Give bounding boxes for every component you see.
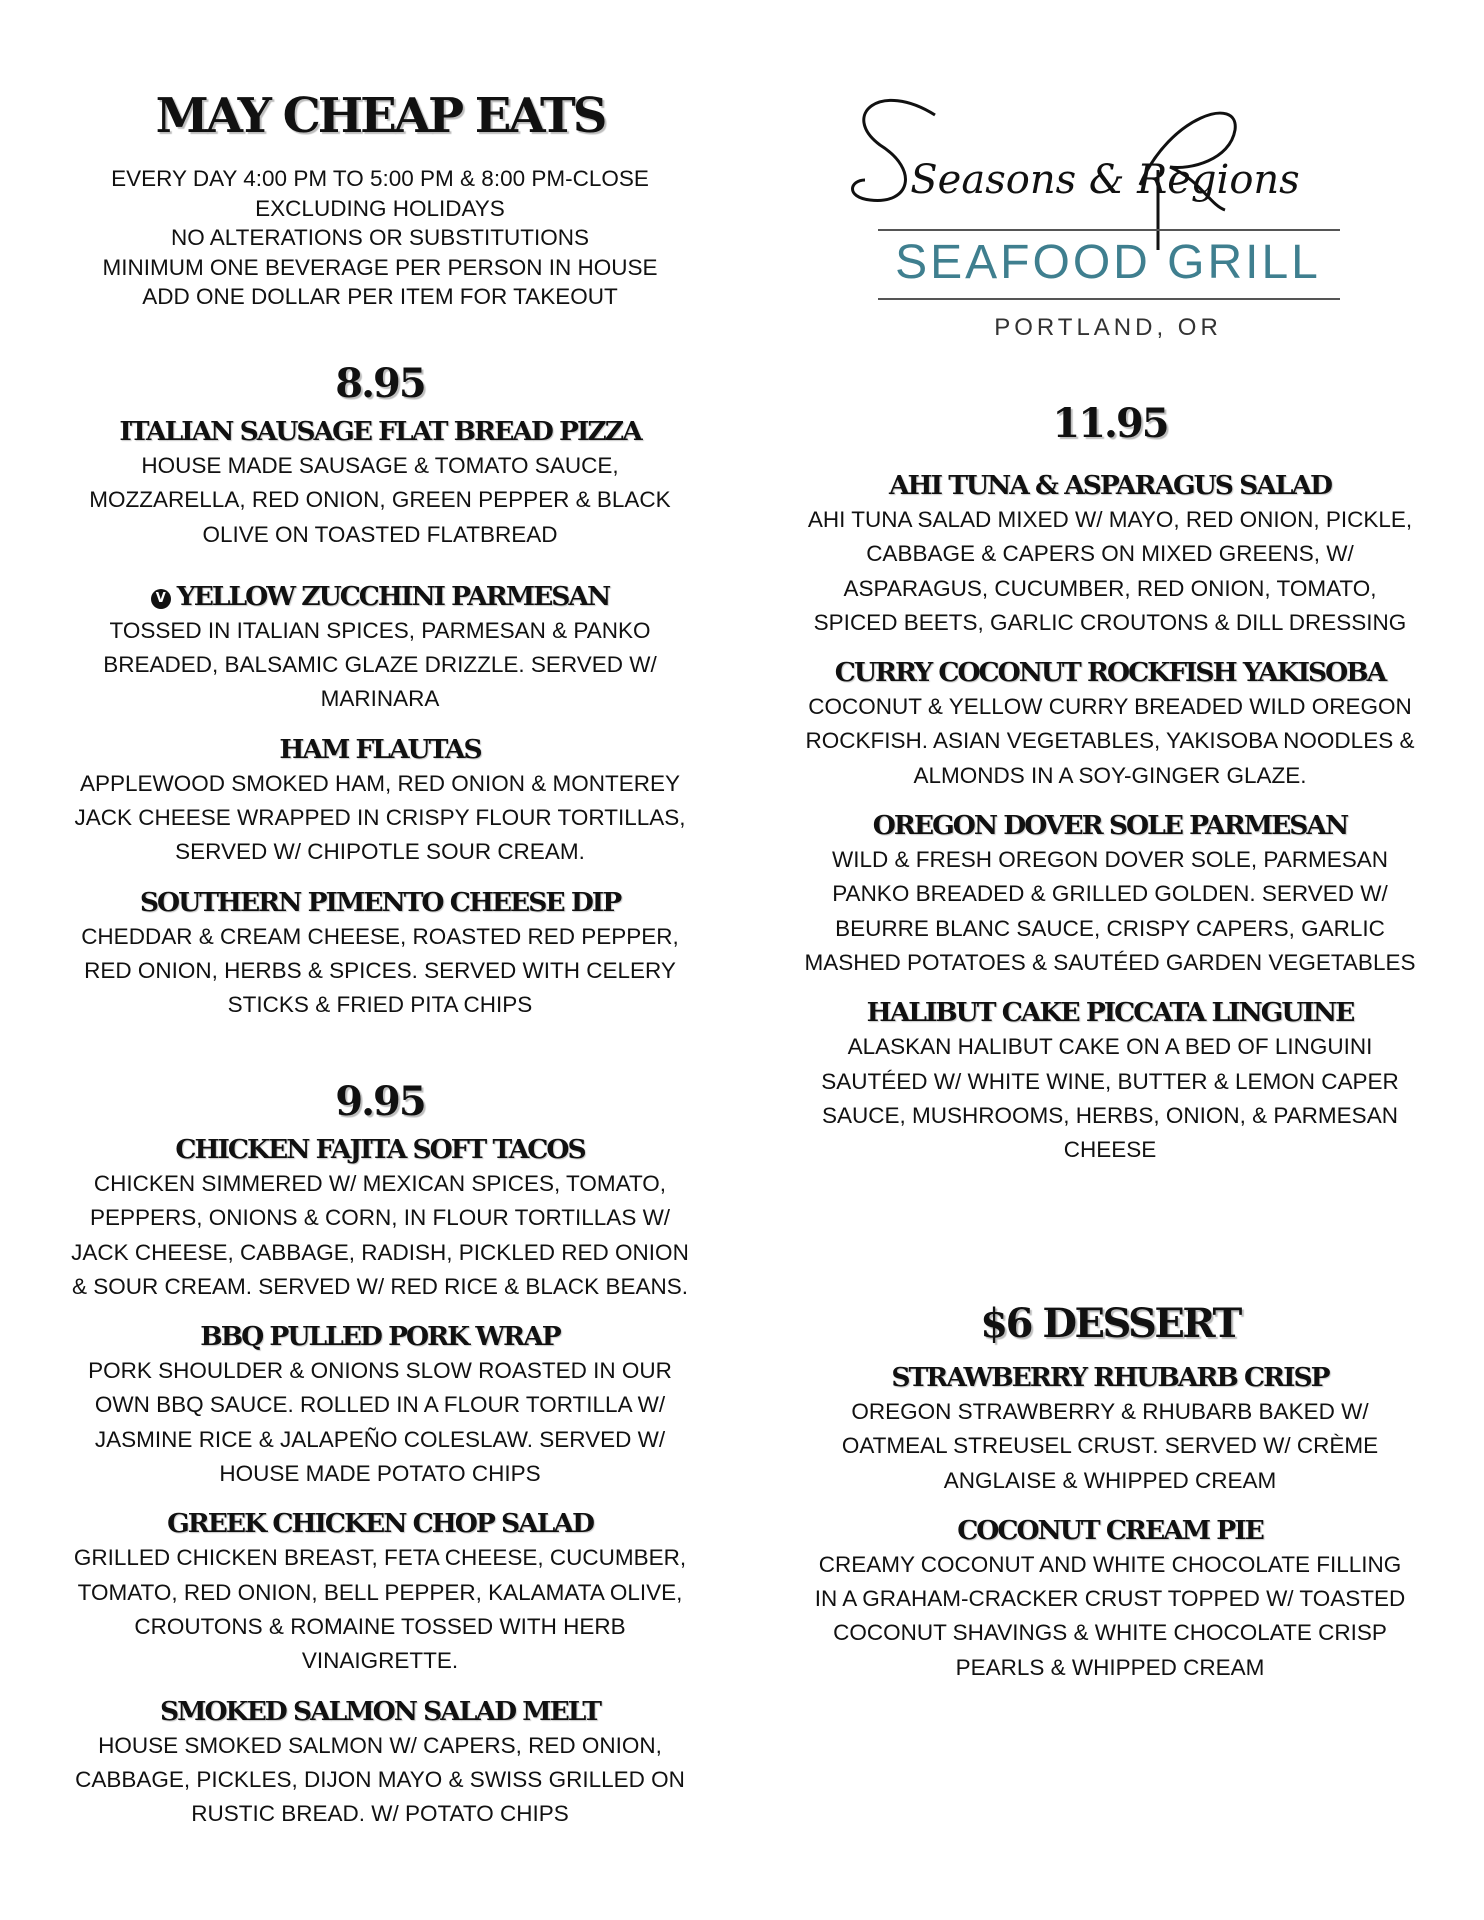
item-desc: ALASKAN HALIBUT CAKE ON A BED OF LINGUINI SAUTÉED W/ WHITE WINE, BUTTER & LEMON CAPER SAUCE, MUSHROOMS, HERBS, ONION, & PARMESAN CHEESE: [821, 1034, 1399, 1163]
logo-script-text: Seasons & Regions: [910, 157, 1300, 203]
item-title: SMOKED SALMON SALAD MELT: [159, 1695, 600, 1727]
rule-line: ADD ONE DOLLAR PER ITEM FOR TAKEOUT: [142, 284, 618, 309]
menu-item: [60, 580, 700, 717]
item-title: OREGON DOVER SOLE PARMESAN: [872, 810, 1348, 842]
menu-item: [780, 1361, 1440, 1498]
menu-item: [780, 656, 1440, 793]
menu-item: [60, 1133, 700, 1304]
section-price: $6 DESSERT: [980, 1300, 1240, 1347]
item-title: COCONUT CREAM PIE: [957, 1514, 1263, 1546]
item-desc: CREAMY COCONUT AND WHITE CHOCOLATE FILLING IN A GRAHAM-CRACKER CRUST TOPPED W/ TOASTED COCONUT SHAVINGS & WHITE CHOCOLATE CRISP PEARLS & WHIPPED CREAM: [814, 1551, 1406, 1680]
section-9-95: [60, 1078, 700, 1831]
rule-line: EVERY DAY 4:00 PM TO 5:00 PM & 8:00 PM-CLOSE: [111, 166, 649, 191]
section-8-95: [60, 360, 700, 1023]
item-desc: PORK SHOULDER & ONIONS SLOW ROASTED IN OUR OWN BBQ SAUCE. ROLLED IN A FLOUR TORTILLA W/ JASMINE RICE & JALAPEÑO COLESLAW. SERVED W/ HOUSE MADE POTATO CHIPS: [88, 1358, 672, 1487]
menu-item: [60, 733, 700, 870]
section-11-95: [780, 400, 1440, 1167]
menu-item: [60, 1695, 700, 1832]
item-desc: APPLEWOOD SMOKED HAM, RED ONION & MONTEREY JACK CHEESE WRAPPED IN CRISPY FLOUR TORTILLAS, SERVED W/ CHIPOTLE SOUR CREAM.: [74, 770, 686, 865]
section-price: 9.95: [335, 1078, 425, 1125]
item-title: HAM FLAUTAS: [279, 733, 481, 765]
menu-item: [780, 469, 1440, 640]
menu-item: [60, 1320, 700, 1491]
restaurant-logo: [840, 75, 1360, 345]
page-title: MAY CHEAP EATS: [155, 88, 605, 144]
menu-item: [780, 996, 1440, 1167]
item-title: AHI TUNA & ASPARAGUS SALAD: [888, 470, 1332, 501]
item-title: ITALIAN SAUSAGE FLAT BREAD PIZZA: [119, 416, 641, 447]
item-title: CHICKEN FAJITA SOFT TACOS: [175, 1134, 585, 1165]
item-desc: GRILLED CHICKEN BREAST, FETA CHEESE, CUCUMBER, TOMATO, RED ONION, BELL PEPPER, KALAMATA OLIVE, CROUTONS & ROMAINE TOSSED WITH HERB VINAIGRETTE.: [73, 1545, 687, 1674]
logo-brand-text: SEAFOOD GRILL: [895, 236, 1321, 289]
rule-line: NO ALTERATIONS OR SUBSTITUTIONS: [171, 225, 589, 250]
item-desc: CHICKEN SIMMERED W/ MEXICAN SPICES, TOMATO, PEPPERS, ONIONS & CORN, IN FLOUR TORTILLAS W/ JACK CHEESE, CABBAGE, RADISH, PICKLED RED ONION & SOUR CREAM. SERVED W/ RED RICE & BLACK BEANS.: [71, 1171, 689, 1299]
logo-location-text: PORTLAND, OR: [994, 314, 1222, 341]
item-title: GREEK CHICKEN CHOP SALAD: [167, 1508, 593, 1540]
menu-item: [780, 809, 1440, 980]
item-desc: HOUSE MADE SAUSAGE & TOMATO SAUCE, MOZZARELLA, RED ONION, GREEN PEPPER & BLACK OLIVE ON TOASTED FLATBREAD: [89, 453, 671, 547]
left-column: [60, 88, 700, 312]
item-desc: AHI TUNA SALAD MIXED W/ MAYO, RED ONION, PICKLE, CABBAGE & CAPERS ON MIXED GREENS, W/ ASPARAGUS, CUCUMBER, RED ONION, TOMATO, SPICED BEETS, GARLIC CROUTONS & DILL DRESSING: [807, 507, 1413, 635]
menu-item: [60, 415, 700, 552]
rule-line: MINIMUM ONE BEVERAGE PER PERSON IN HOUSE: [102, 254, 658, 280]
rule-line: EXCLUDING HOLIDAYS: [255, 195, 505, 221]
item-title: HALIBUT CAKE PICCATA LINGUINE: [866, 997, 1354, 1029]
item-title: CURRY COCONUT ROCKFISH YAKISOBA: [834, 657, 1386, 689]
item-desc: WILD & FRESH OREGON DOVER SOLE, PARMESAN PANKO BREADED & GRILLED GOLDEN. SERVED W/ BEURRE BLANC SAUCE, CRISPY CAPERS, GARLIC MASHED POTATOES & SAUTÉED GARDEN VEGETABLES: [804, 847, 1416, 975]
item-title: BBQ PULLED PORK WRAP: [200, 1321, 560, 1353]
section-dessert: [780, 1300, 1440, 1685]
item-desc: OREGON STRAWBERRY & RHUBARB BAKED W/ OATMEAL STREUSEL CRUST. SERVED W/ CRÈME ANGLAISE & WHIPPED CREAM: [841, 1399, 1379, 1493]
item-desc: COCONUT & YELLOW CURRY BREADED WILD OREGON ROCKFISH. ASIAN VEGETABLES, YAKISOBA NOODLES & ALMONDS IN A SOY-GINGER GLAZE.: [805, 694, 1415, 788]
item-title: V YELLOW ZUCCHINI PARMESAN: [60, 580, 700, 614]
menu-item: [780, 1514, 1440, 1685]
section-price: 8.95: [335, 360, 425, 407]
item-desc: TOSSED IN ITALIAN SPICES, PARMESAN & PANKO BREADED, BALSAMIC GLAZE DRIZZLE. SERVED W/ MARINARA: [103, 617, 657, 712]
item-desc: CHEDDAR & CREAM CHEESE, ROASTED RED PEPPER, RED ONION, HERBS & SPICES. SERVED WITH CELERY STICKS & FRIED PITA CHIPS: [81, 923, 679, 1018]
menu-item: [60, 1507, 700, 1678]
logo-graphic: [840, 75, 1360, 345]
section-price: 11.95: [1052, 400, 1168, 447]
item-title: STRAWBERRY RHUBARB CRISP: [891, 1362, 1329, 1393]
item-desc: HOUSE SMOKED SALMON W/ CAPERS, RED ONION, CABBAGE, PICKLES, DIJON MAYO & SWISS GRILLED ON RUSTIC BREAD. W/ POTATO CHIPS: [75, 1732, 685, 1827]
item-title: SOUTHERN PIMENTO CHEESE DIP: [139, 886, 621, 918]
vegetarian-icon: V: [151, 589, 171, 609]
menu-rules: [60, 164, 700, 312]
menu-item: [60, 886, 700, 1023]
